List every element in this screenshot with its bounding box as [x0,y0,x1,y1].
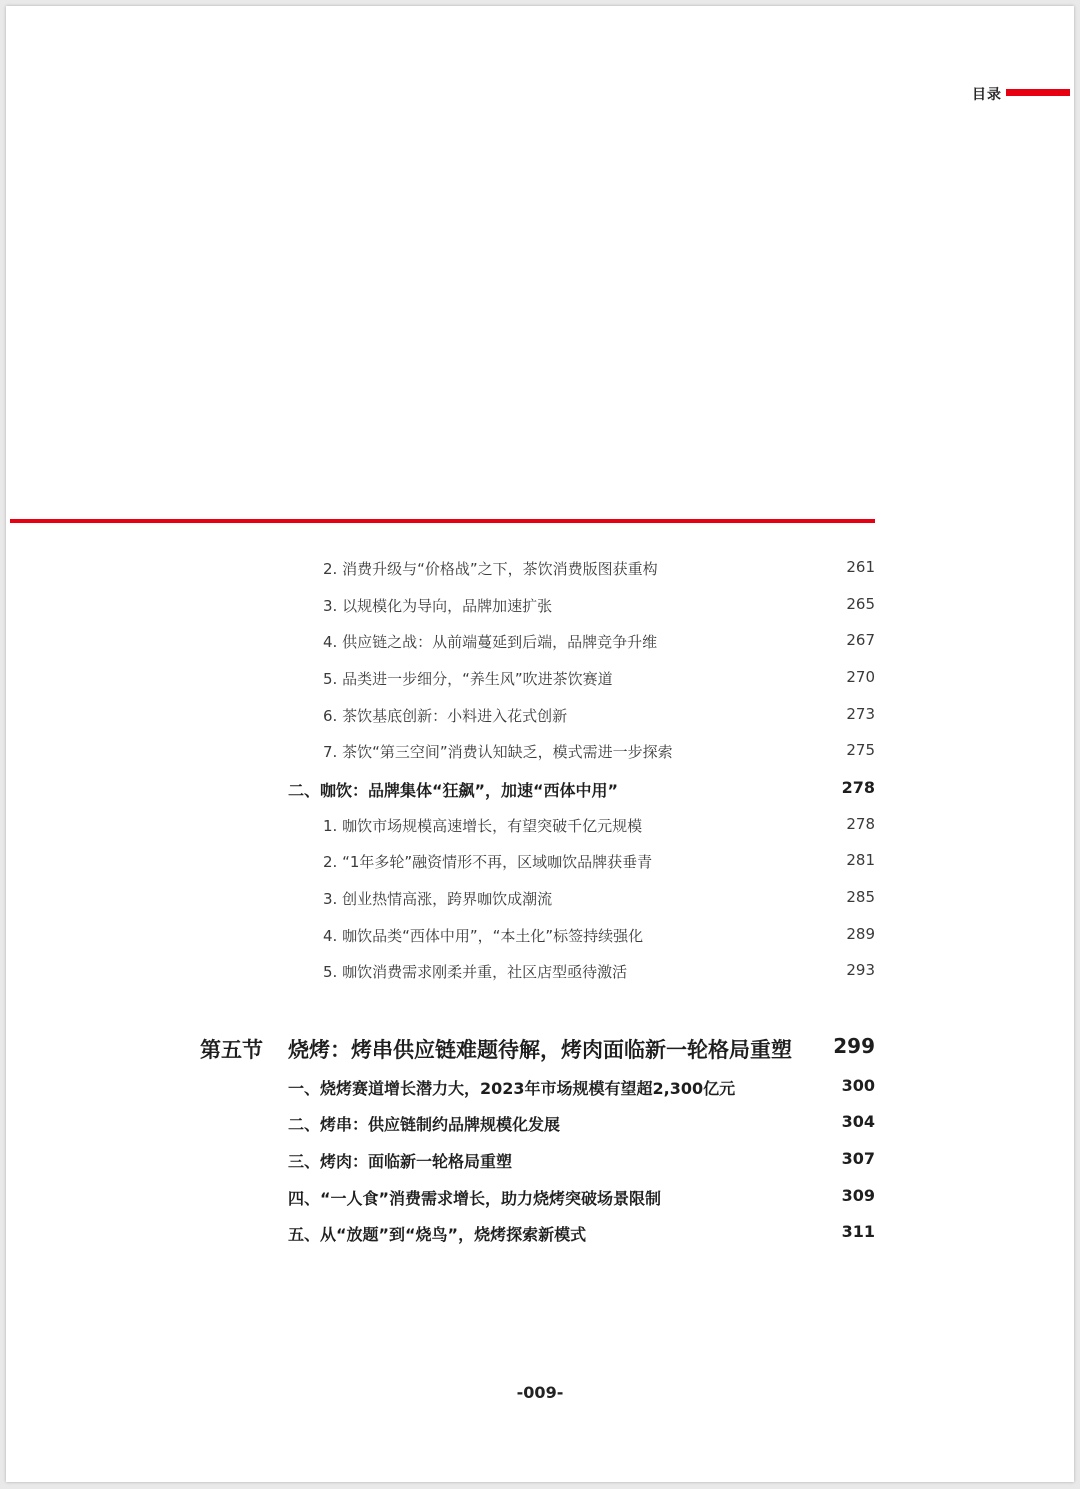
toc-entry-page: 278 [846,815,875,833]
toc-entry-title: 4. 咖饮品类“西体中用”，“本土化”标签持续强化 [323,927,644,945]
toc-entry[interactable] [323,815,875,837]
toc-header-label: 目录 [972,87,1002,103]
toc-entry[interactable] [323,851,875,873]
toc-entry[interactable] [323,925,875,947]
toc-major-title: 三、烤肉：面临新一轮格局重塑 [288,1152,513,1171]
red-divider-line [10,519,875,523]
toc-entry-title: 6. 茶饮基底创新：小料进入花式创新 [323,707,568,725]
toc-section-page: 299 [833,1034,875,1058]
toc-entry-page: 285 [846,888,875,906]
toc-entry-page: 293 [846,961,875,979]
toc-entry-title: 4. 供应链之战：从前端蔓延到后端，品牌竞争升维 [323,633,658,651]
toc-entry[interactable] [323,741,875,763]
toc-entry[interactable] [323,595,875,617]
toc-entry-page: 289 [846,925,875,943]
toc-entry-page: 270 [846,668,875,686]
toc-major-entry[interactable] [288,1222,875,1246]
toc-entry-title: 5. 品类进一步细分，“养生风”吹进茶饮赛道 [323,670,613,688]
toc-entry-title: 5. 咖饮消费需求刚柔并重，社区店型亟待激活 [323,963,628,981]
toc-major-title: 一、烧烤赛道增长潜力大，2023年市场规模有望超2,300亿元 [288,1079,736,1098]
toc-major-page: 304 [841,1112,875,1131]
toc-entry-page: 267 [846,631,875,649]
toc-entry-title: 2. “1年多轮”融资情形不再，区域咖饮品牌获垂青 [323,853,653,871]
toc-entry-page: 273 [846,705,875,723]
toc-entry-title: 3. 创业热情高涨，跨界咖饮成潮流 [323,890,553,908]
toc-entry[interactable] [323,631,875,653]
toc-section-label: 第五节 [200,1037,263,1062]
toc-major-entry[interactable] [288,1076,875,1100]
toc-section-title: 烧烤：烤串供应链难题待解，烤肉面临新一轮格局重塑 [288,1037,792,1062]
toc-entry-page: 275 [846,741,875,759]
toc-major-title: 四、“一人食”消费需求增长，助力烧烤突破场景限制 [288,1189,662,1208]
toc-entry-title: 2. 消费升级与“价格战”之下，茶饮消费版图获重构 [323,560,658,578]
header-accent-bar [1006,89,1070,96]
toc-major-title: 五、从“放题”到“烧鸟”，烧烤探索新模式 [288,1225,587,1244]
toc-entry[interactable] [323,668,875,690]
toc-major-entry[interactable] [288,1186,875,1210]
toc-major-page: 307 [841,1149,875,1168]
toc-entry-title: 7. 茶饮“第三空间”消费认知缺乏，模式需进一步探索 [323,743,673,761]
toc-entry-page: 261 [846,558,875,576]
toc-major-title: 二、烤串：供应链制约品牌规模化发展 [288,1115,561,1134]
document-page [6,6,1074,1482]
toc-major-page: 278 [841,778,875,797]
toc-entry[interactable] [323,888,875,910]
toc-entry[interactable] [323,961,875,983]
toc-entry[interactable] [323,558,875,580]
toc-major-entry[interactable] [288,1112,875,1136]
toc-major-page: 300 [841,1076,875,1095]
toc-major-page: 309 [841,1186,875,1205]
toc-entry[interactable] [323,705,875,727]
toc-entry-title: 3. 以规模化为导向，品牌加速扩张 [323,597,553,615]
toc-entry-page: 265 [846,595,875,613]
toc-entry-title: 1. 咖饮市场规模高速增长，有望突破千亿元规模 [323,817,643,835]
page-number: -009- [516,1383,564,1402]
toc-major-entry[interactable] [288,778,875,802]
toc-major-page: 311 [841,1222,875,1241]
toc-major-entry[interactable] [288,1149,875,1173]
toc-entry-page: 281 [846,851,875,869]
toc-section-entry[interactable] [200,1034,875,1064]
toc-major-title: 二、咖饮：品牌集体“狂飙”，加速“西体中用” [288,781,619,800]
